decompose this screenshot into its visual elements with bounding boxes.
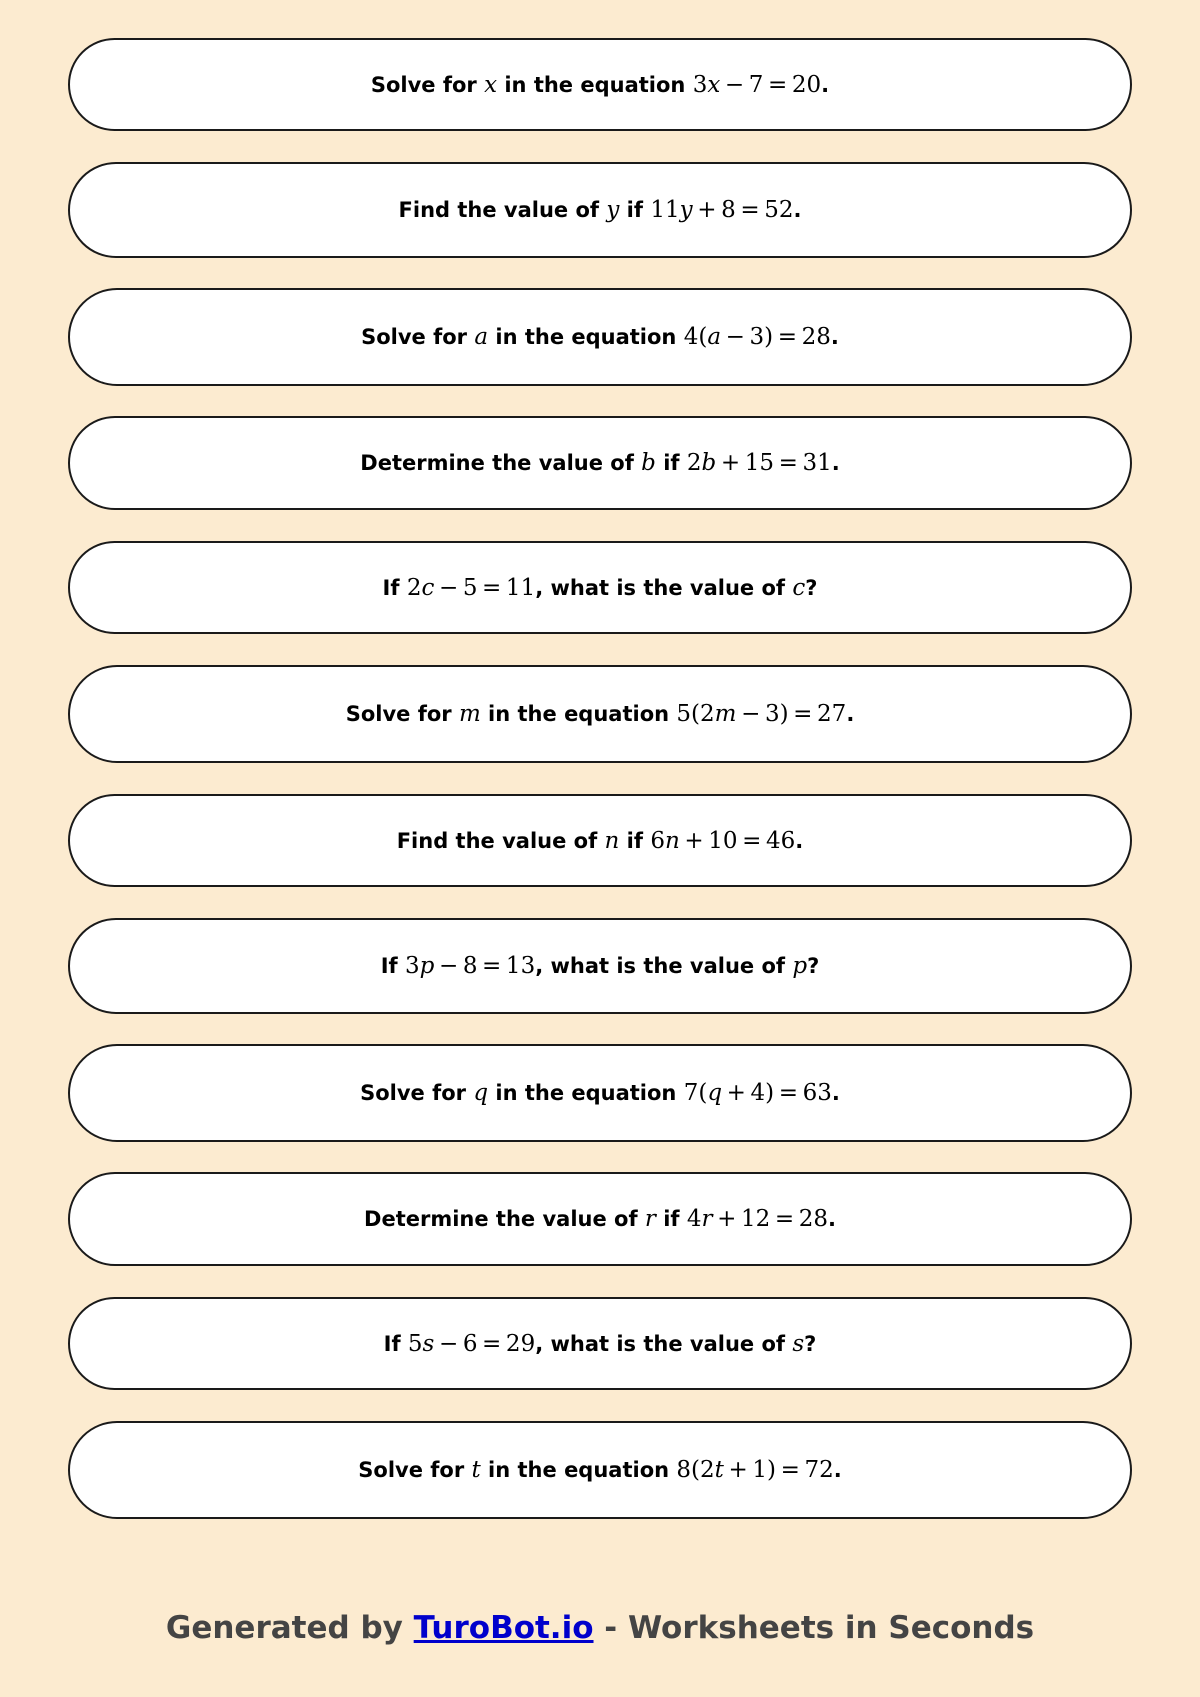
math-expression: y [606,197,620,223]
math-expression: 3p − 8 = 13 [404,953,536,979]
problem-card [68,1172,1132,1266]
problem-text: Find the value of [396,828,605,853]
problem-card [68,162,1132,258]
math-expression: m [458,701,481,727]
math-expression: 5(2m − 3) = 27 [676,701,847,727]
turobot-link[interactable]: TuroBot.io [413,1610,594,1646]
problem-card [68,1421,1132,1519]
problem-text: If [383,1331,408,1356]
problem-card [68,794,1132,887]
math-expression: 8(2t + 1) = 72 [676,1457,834,1483]
problem-text: . [831,451,840,475]
problem-card [68,1044,1132,1142]
math-expression: 6n + 10 = 46 [650,827,796,854]
problem-text: Solve for [361,325,475,349]
problem-text: ? [805,575,818,600]
problem-text: ? [807,954,820,978]
footer-prefix: Generated by [165,1610,414,1646]
math-expression: q [473,1080,489,1106]
problem-text: If [382,575,407,600]
problem-text: . [821,72,830,97]
footer-suffix: - Worksheets in Seconds [593,1610,1035,1646]
math-expression: n [604,827,620,854]
problem-text: Solve for [345,702,459,726]
problem-text: Solve for [360,1081,474,1105]
math-expression: x [484,71,498,98]
problem-text: If [380,954,405,978]
problem-text: , what is the value of [535,954,793,978]
math-expression: 2b + 15 = 31 [686,450,832,476]
math-expression: 4(a − 3) = 28 [683,324,831,350]
problem-card [68,38,1132,131]
problem-card [68,665,1132,763]
problem-card [68,541,1132,634]
math-expression: b [641,450,656,476]
math-expression: a [474,324,489,350]
problem-text: Solve for [370,72,485,97]
problem-text: . [830,325,839,349]
math-expression: 7(q + 4) = 63 [683,1080,832,1106]
math-expression: c [792,574,806,601]
problem-text: in the equation [488,325,684,349]
problem-text: in the equation [497,72,693,97]
math-expression: 3x − 7 = 20 [692,71,822,98]
problem-text: , what is the value of [535,1331,793,1356]
math-expression: 11y + 8 = 52 [650,197,794,223]
math-expression: 5s − 6 = 29 [407,1330,536,1357]
problem-text: in the equation [488,1081,684,1105]
problem-text: if [619,828,651,853]
problem-text: . [833,1458,842,1482]
problem-text: . [795,828,804,853]
math-expression: r [644,1206,656,1232]
problem-text: Determine the value of [360,451,642,475]
problem-text: Find the value of [398,198,607,222]
problem-text: ? [804,1331,817,1356]
problem-text: in the equation [480,1458,677,1482]
problem-card [68,288,1132,386]
problem-text: Solve for [358,1458,472,1482]
problem-text: . [831,1081,840,1105]
problem-card [68,918,1132,1014]
problem-text: in the equation [480,702,677,726]
problem-card [68,1297,1132,1390]
problem-text: if [619,198,651,222]
math-expression: 4r + 12 = 28 [686,1206,828,1232]
problem-text: . [793,198,802,222]
math-expression: t [471,1457,481,1483]
problem-card [68,416,1132,510]
problem-text: if [655,451,687,475]
problem-text: if [655,1207,687,1231]
problem-text: Determine the value of [364,1207,645,1231]
problem-text: . [828,1207,836,1231]
problem-text: , what is the value of [535,575,793,600]
math-expression: 2c − 5 = 11 [406,574,536,601]
math-expression: s [792,1330,805,1357]
problem-text: . [846,702,855,726]
footer [0,1610,1200,1646]
math-expression: p [792,953,808,979]
